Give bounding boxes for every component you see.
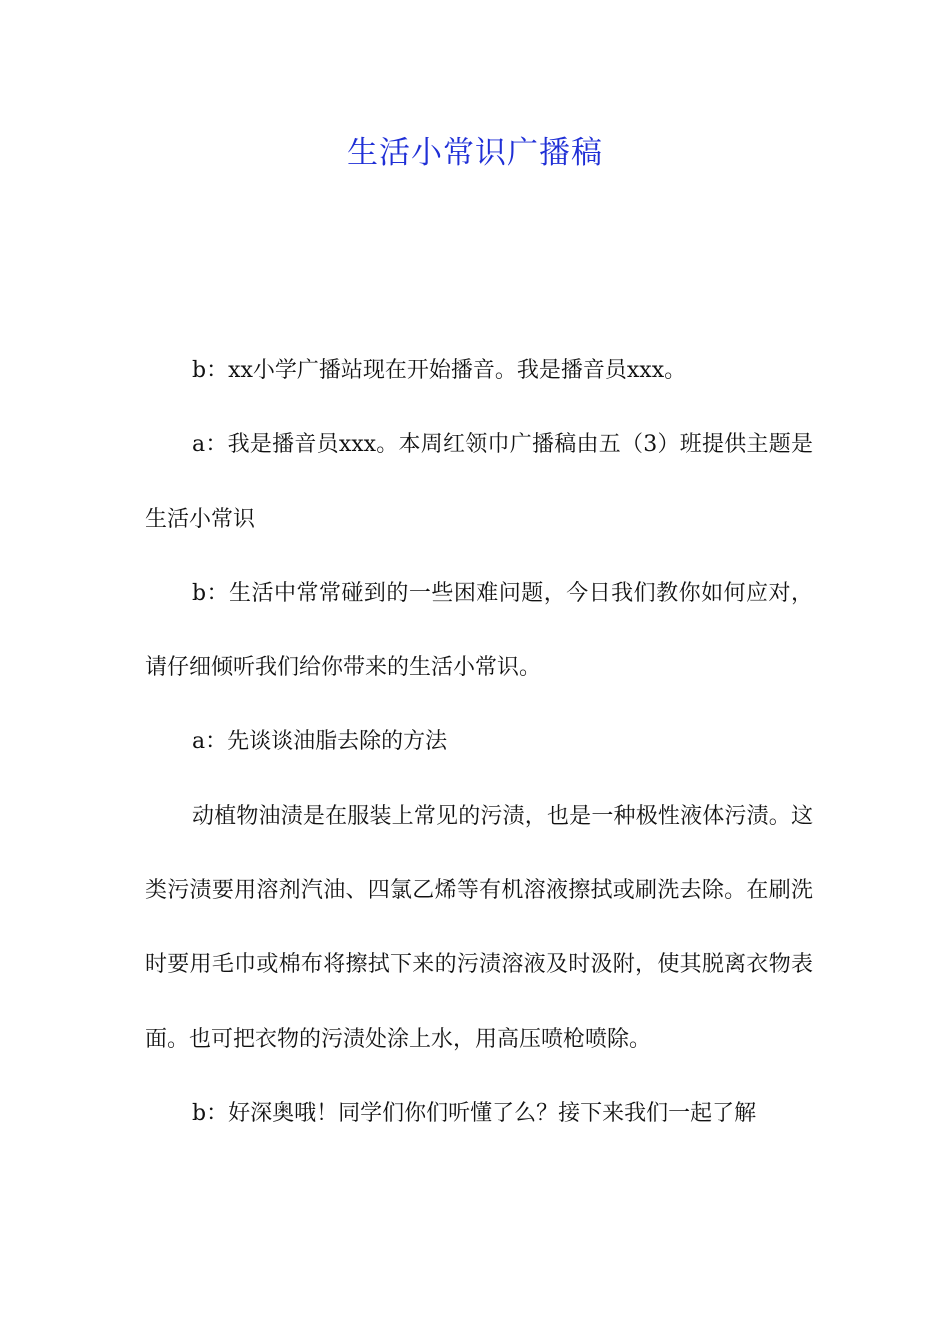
paragraph-grease-method: 动植物油渍是在服装上常见的污渍，也是一种极性液体污渍。这类污渍要用溶剂汽油、四氯乙烯等有机溶液擦拭或刷洗去除。在刷洗时要用毛巾或棉布将擦拭下来的污渍溶液及时汲附，使其脱离衣物表面。也可把衣物的污渍处涂上水，用高压喷枪喷除。 (145, 803, 813, 1052)
paragraph-intro-b: b：xx小学广播站现在开始播音。我是播音员xxx。 (192, 358, 687, 383)
paragraph-topic-b: b：生活中常常碰到的一些困难问题，今日我们教你如何应对，请仔细倾听我们给你带来的生活小常识。 (145, 580, 813, 681)
paragraph-transition-b: b：好深奥哦！同学们你们听懂了么？接下来我们一起了解 (192, 1100, 757, 1126)
paragraph-grease-a: a：先谈谈油脂去除的方法 (192, 729, 448, 755)
document-title: 生活小常识广播稿 (347, 135, 603, 171)
document-body (145, 334, 813, 1151)
paragraph-intro-a: a：我是播音员xxx。本周红领巾广播稿由五（3）班提供主题是生活小常识 (145, 432, 813, 532)
